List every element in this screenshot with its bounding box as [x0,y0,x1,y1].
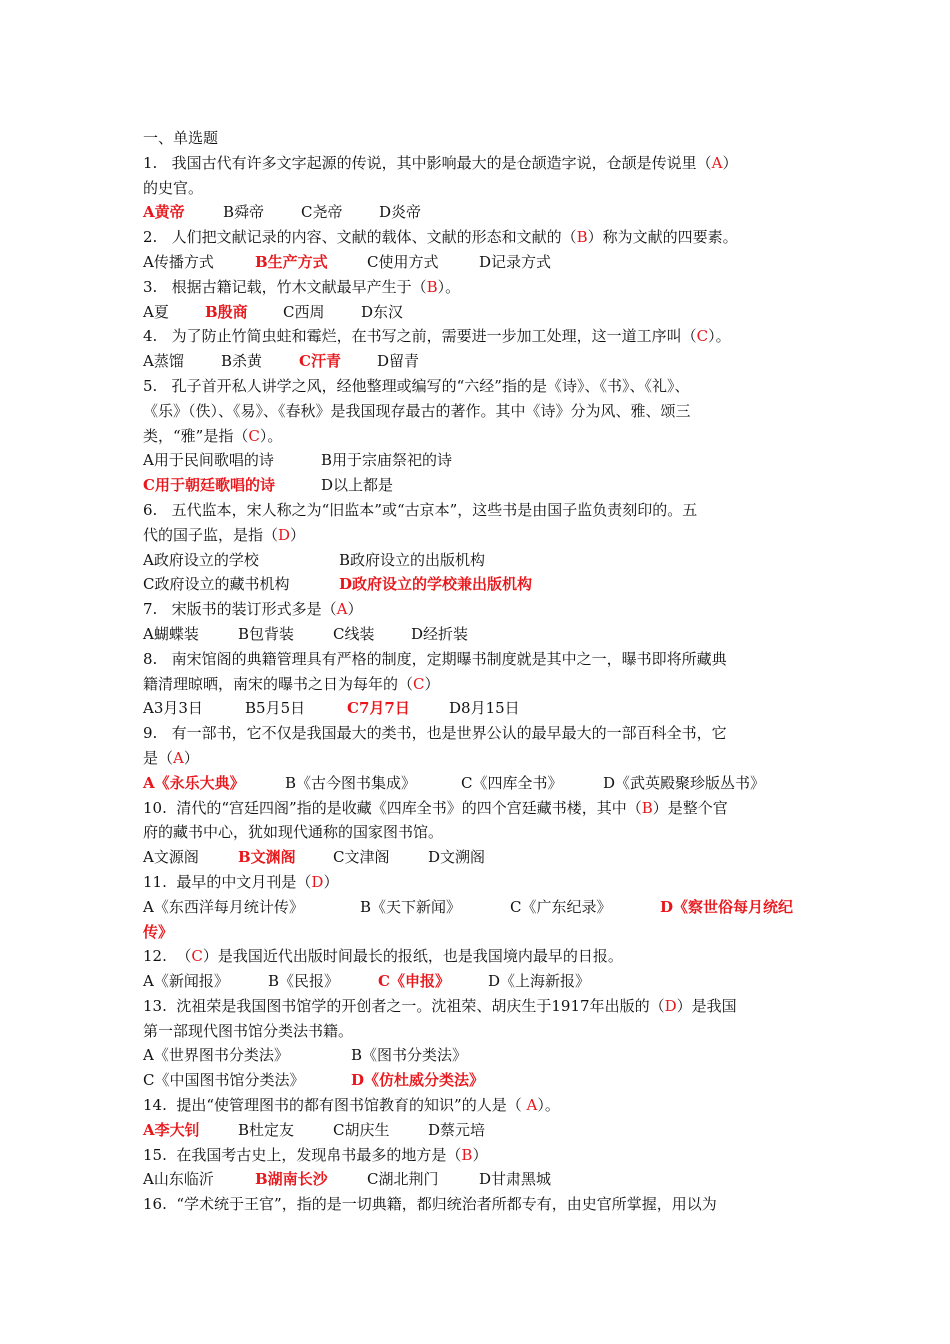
question-text: ） [347,600,363,619]
options-row [143,300,810,325]
option: D《上海新报》 [488,972,591,991]
question-text-line [143,176,810,201]
option: A蝴蝶装 [143,624,199,643]
question-text-line [143,597,810,622]
correct-option: C7月7日 [347,699,410,718]
section-title: 一、单选题 [143,129,219,147]
question-text: ） [290,525,306,544]
correct-option: A《永乐大典》 [143,773,245,792]
question-text: ） [472,1145,488,1164]
option: D记录方式 [479,252,552,271]
option: B杜定友 [238,1120,295,1139]
options-row [143,548,810,573]
option: D甘肃黑城 [479,1170,552,1189]
option: B《天下新闻》 [360,897,462,916]
question-5 [143,374,810,498]
question-text: ）。 [708,327,731,346]
correct-option: D《仿杜威分类法》 [351,1071,485,1090]
question-text: 是（ [143,748,174,767]
option: A《世界图书分类法》 [143,1046,289,1065]
option: A3月3日 [143,699,203,718]
question-text: 类，“雅”是指（ [143,426,249,445]
question-11 [143,870,810,944]
option: D东汉 [361,302,404,321]
options-row [143,1167,810,1192]
question-2 [143,225,810,275]
option: C湖北荆门 [367,1170,439,1189]
question-text-line [143,523,810,548]
question-text: 的史官。 [143,178,204,197]
option: B5月5日 [245,699,306,718]
question-text: 11. 最早的中文月刊是（ [143,872,312,891]
question-text: 13. 沈祖荣是我国图书馆学的开创者之一。沈祖荣、胡庆生于1917年出版的（ [143,996,665,1015]
answer-key: B [576,228,588,247]
options-row [143,771,810,796]
question-text-line [143,498,810,523]
question-text-line [143,324,810,349]
options-row [143,1068,810,1093]
question-3 [143,275,810,325]
question-text: 8. 南宋馆阁的典籍管理具有严格的制度，定期曝书制度就是其中之一，曝书即将所藏典 [143,649,727,668]
answer-key: A [526,1096,538,1115]
option: A蒸馏 [143,352,184,371]
option: A《新闻报》 [143,972,229,991]
option: D留青 [377,352,420,371]
correct-option: A李大钊 [143,1120,200,1139]
option: B包背装 [238,624,295,643]
document-body [143,126,810,1217]
option: A政府设立的学校 [143,550,259,569]
question-text-line [143,746,810,771]
question-1 [143,151,810,225]
option: A传播方式 [143,252,214,271]
answer-key: B [641,798,653,817]
correct-option: B殷商 [205,302,248,321]
question-text: 10. 清代的“宫廷四阁”指的是收藏《四库全书》的四个宫廷藏书楼，其中（ [143,798,642,817]
question-text: ） [183,748,199,767]
correct-option: C汗青 [299,352,341,371]
options-row [143,200,810,225]
answer-key: C [413,674,425,693]
answer-key: A [336,600,348,619]
question-text: 1. 我国古代有许多文字起源的传说，其中影响最大的是仓颉造字说，仓颉是传说里（ [143,153,712,172]
question-text: ）是我国 [676,996,737,1015]
correct-option: B文渊阁 [238,848,296,867]
question-text: 5. 孔子首开私人讲学之风，经他整理或编写的“六经”指的是《诗》、《书》、《礼》、 [143,376,690,395]
question-text-line [143,944,810,969]
answer-key: A [711,153,723,172]
question-text: 6. 五代监本，宋人称之为“旧监本”或“古京本”，这些书是由国子监负责刻印的。五 [143,500,698,519]
options-row [143,250,810,275]
options-row [143,696,810,721]
option: C文津阁 [333,848,390,867]
answer-key: A [173,748,184,767]
correct-option: D政府设立的学校兼出版机构 [339,575,533,594]
question-text: 府的藏书中心，犹如现代通称的国家图书馆。 [143,823,444,842]
question-text-line [143,151,810,176]
option: A山东临沂 [143,1170,214,1189]
question-text: ）称为文献的四要素。 [587,228,738,247]
option: C《四库全书》 [461,773,563,792]
option: A文源阁 [143,848,199,867]
question-text: ） [323,872,339,891]
question-4 [143,324,810,374]
question-text-line [143,721,810,746]
question-text: 14. 提出“使管理图书的都有图书馆教育的知识”的人是（ [143,1096,527,1115]
question-9 [143,721,810,795]
option: D8月15日 [449,699,520,718]
question-list [143,151,810,1217]
question-text: 9. 有一部书，它不仅是我国最大的类书，也是世界公认的最早最大的一部百科全书，它 [143,724,727,743]
options-row [143,845,810,870]
question-text-line [143,672,810,697]
option: C《中国图书馆分类法》 [143,1071,305,1090]
correct-option: A黄帝 [143,203,185,222]
question-text: 16. “学术统于王官”，指的是一切典籍，都归统治者所都专有，由史官所掌握，用以为 [143,1195,717,1214]
option: B《图书分类法》 [351,1046,468,1065]
answer-key: B [461,1145,473,1164]
answer-key: D [311,872,324,891]
question-15 [143,1143,810,1193]
option: B《古今图书集成》 [285,773,417,792]
question-text: 籍清理晾晒，南宋的曝书之日为每年的（ [143,674,414,693]
question-text-line [143,870,810,895]
answer-key: B [426,277,438,296]
question-text-line [143,820,810,845]
question-text-line [143,1143,810,1168]
answer-key: C [248,426,260,445]
options-row [143,448,810,473]
correct-option: 传》 [143,922,174,941]
question-text: 12. （ [143,947,192,966]
question-14 [143,1093,810,1143]
question-16 [143,1192,810,1217]
question-8 [143,647,810,721]
answer-key: C [191,947,203,966]
question-text-line [143,374,810,399]
question-text-line [143,647,810,672]
question-6 [143,498,810,597]
question-text: ） [722,153,738,172]
question-text: 3. 根据古籍记载，竹木文献最早产生于（ [143,277,427,296]
question-text-line [143,1192,810,1217]
question-13 [143,994,810,1093]
question-text: ）。 [537,1096,560,1115]
option: D蔡元培 [428,1120,486,1139]
correct-option: C《申报》 [378,972,450,991]
option: B舜帝 [223,203,265,222]
correct-option: B湖南长沙 [255,1170,328,1189]
option: C政府设立的藏书机构 [143,575,290,594]
options-row [143,920,810,945]
answer-key: D [664,996,677,1015]
options-row [143,1043,810,1068]
question-text: 代的国子监，是指（ [143,525,279,544]
options-row [143,349,810,374]
question-text-line [143,796,810,821]
question-text-line [143,275,810,300]
question-text: ）是整个官 [652,798,728,817]
question-text: ） [424,674,440,693]
correct-option: B生产方式 [255,252,328,271]
answer-key: D [278,525,291,544]
question-7 [143,597,810,647]
question-text: 15. 在我国考古史上，发现帛书最多的地方是（ [143,1145,462,1164]
options-row [143,969,810,994]
option: D炎帝 [379,203,422,222]
question-text: 《乐》（佚）、《易》、《春秋》是我国现存最古的著作。其中《诗》分为风、雅、颂三 [143,401,691,420]
option: C使用方式 [367,252,439,271]
options-row [143,895,810,920]
option: C尧帝 [301,203,343,222]
question-text: 2. 人们把文献记录的内容、文献的载体、文献的形态和文献的（ [143,228,577,247]
question-text: ）。 [259,426,283,445]
option: B《民报》 [268,972,340,991]
option: B政府设立的出版机构 [339,550,486,569]
option: A夏 [143,302,169,321]
option: D经折装 [411,624,469,643]
option: C胡庆生 [333,1120,390,1139]
options-row [143,473,810,498]
question-text: ）。 [437,277,461,296]
correct-option: D《察世俗每月统纪 [660,897,794,916]
question-text: 4. 为了防止竹简虫蛀和霉烂，在书写之前，需要进一步加工处理，这一道工序叫（ [143,327,697,346]
question-text-line [143,399,810,424]
options-row [143,572,810,597]
option: B用于宗庙祭祀的诗 [321,451,453,470]
options-row [143,622,810,647]
question-text: ）是我国近代出版时间最长的报纸，也是我国境内最早的日报。 [202,947,623,966]
question-text-line [143,1093,810,1118]
question-text: 第一部现代图书馆分类法书籍。 [143,1021,354,1040]
question-text-line [143,225,810,250]
options-row [143,1118,810,1143]
option: D以上都是 [321,476,394,495]
option: C《广东纪录》 [510,897,612,916]
option: C线装 [333,624,375,643]
question-10 [143,796,810,870]
option: A用于民间歌唱的诗 [143,451,274,470]
option: A《东西洋每月统计传》 [143,897,304,916]
option: C西周 [283,302,325,321]
option: D文溯阁 [428,848,486,867]
correct-option: C用于朝廷歌唱的诗 [143,476,275,495]
question-text-line [143,424,810,449]
question-text: 7. 宋版书的装订形式多是（ [143,600,337,619]
option: B杀黄 [221,352,263,371]
option: D《武英殿聚珍版丛书》 [603,773,766,792]
question-text-line [143,1019,810,1044]
answer-key: C [696,327,709,346]
question-text-line [143,994,810,1019]
question-12 [143,944,810,994]
